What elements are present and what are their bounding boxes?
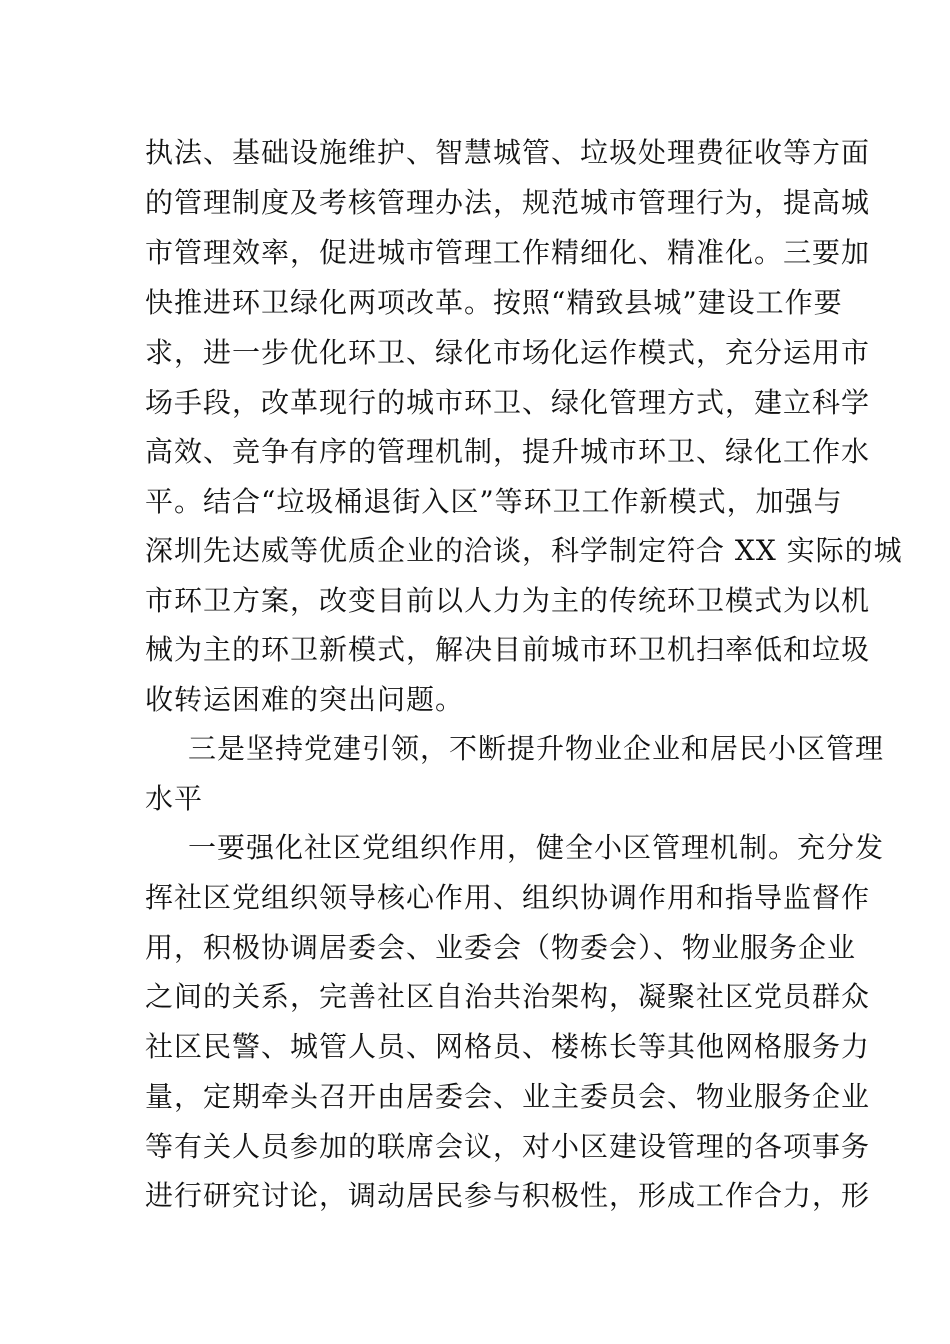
text-line: 用，积极协调居委会、业委会（物委会）、物业服务企业 xyxy=(145,931,857,964)
heading-line: 三是坚持党建引领，不断提升物业企业和居民小区管理 xyxy=(188,732,885,765)
heading-line: 水平 xyxy=(145,782,204,815)
text-line: 量，定期牵头召开由居委会、业主委员会、物业服务企业 xyxy=(145,1080,871,1113)
text-line: 收转运困难的突出问题。 xyxy=(145,683,465,716)
text-line: 等有关人员参加的联席会议，对小区建设管理的各项事务 xyxy=(145,1130,871,1163)
text-line: 之间的关系，完善社区自治共治架构，凝聚社区党员群众 xyxy=(145,980,871,1013)
text-line: 深圳先达威等优质企业的洽谈，科学制定符合 XX 实际的城 xyxy=(145,534,903,567)
text-line: 平。结合“垃圾桶退街入区”等环卫工作新模式，加强与 xyxy=(145,485,843,518)
text-line: 一要强化社区党组织作用，健全小区管理机制。充分发 xyxy=(188,831,885,864)
text-line: 挥社区党组织领导核心作用、组织协调作用和指导监督作 xyxy=(145,881,871,914)
text-line: 进行研究讨论，调动居民参与积极性，形成工作合力，形 xyxy=(145,1179,871,1212)
text-line: 执法、基础设施维护、智慧城管、垃圾处理费征收等方面 xyxy=(145,136,871,169)
text-line: 高效、竞争有序的管理机制，提升城市环卫、绿化工作水 xyxy=(145,435,871,468)
text-line: 社区民警、城管人员、网格员、楼栋长等其他网格服务力 xyxy=(145,1030,871,1063)
text-line: 求，进一步优化环卫、绿化市场化运作模式，充分运用市 xyxy=(145,336,871,369)
text-line: 械为主的环卫新模式，解决目前城市环卫机扫率低和垃圾 xyxy=(145,633,871,666)
text-line: 市管理效率，促进城市管理工作精细化、精准化。三要加 xyxy=(145,236,871,269)
text-line: 快推进环卫绿化两项改革。按照“精致县城”建设工作要 xyxy=(145,286,843,319)
text-line: 市环卫方案，改变目前以人力为主的传统环卫模式为以机 xyxy=(145,584,871,617)
text-line: 场手段，改革现行的城市环卫、绿化管理方式，建立科学 xyxy=(145,386,871,419)
text-line: 的管理制度及考核管理办法，规范城市管理行为，提高城 xyxy=(145,186,871,219)
